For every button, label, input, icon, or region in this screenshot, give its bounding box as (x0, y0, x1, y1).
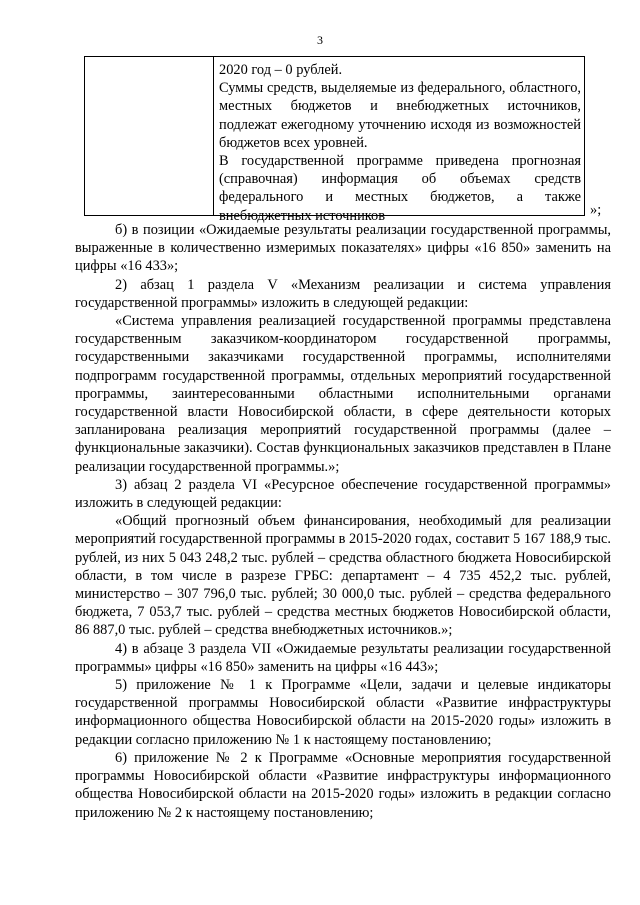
table-column-divider (213, 57, 214, 215)
table-line-2020: 2020 год – 0 рублей. (219, 62, 343, 78)
paragraph-2: 2) абзац 1 раздела V «Механизм реализации и система управления государственной программы» изложить в следующей редакции: (75, 276, 611, 311)
table-closing-quote: »; (590, 202, 602, 218)
page-number: 3 (317, 33, 323, 47)
paragraph-6: 6) приложение № 2 к Программе «Основные мероприятия государственной программы Новосибирской области «Развитие инфраструктуры информационного общества Новосибирской области на 2015-2020 годы» изложить в редакции согласно приложению № 2 к настоящему постановлению; (75, 749, 611, 821)
table-cell-text (219, 61, 581, 225)
paragraph-system-quote: «Система управления реализацией государственной программы представлена государственным заказчиком-координатором государственной программы, государственными заказчиками государственной программы, исполнителями подпрограмм государственной программы, отдельных мероприятий государственной программы, заинтересованными областными исполнительными органами государственной власти Новосибирской области, в сфере деятельности которых запланирована реализация мероприятий государственной программы (далее – функциональные заказчики). Состав функциональных заказчиков представлен в Плане реализации государственной программы.»; (75, 313, 611, 475)
table-line-funds: Суммы средств, выделяемые из федерального, областного, местных бюджетов и внебюджетных источников, подлежат ежегодному уточнению исходя из возможностей бюджетов всех уровней. (219, 80, 581, 151)
passport-table-fragment (84, 56, 585, 224)
paragraph-3: 3) абзац 2 раздела VI «Ресурсное обеспечение государственной программы» изложить в следующей редакции: (75, 476, 611, 512)
paragraph-b: б) в позиции «Ожидаемые результаты реализации государственной программы, выраженные в количественно измеримых показателях» цифры «16 850» заменить на цифры «16 433»; (75, 222, 611, 275)
paragraph-5: 5) приложение № 1 к Программе «Цели, задачи и целевые индикаторы государственной программы Новосибирской области «Развитие инфраструктуры информационного общества Новосибирской области на 2015-2020 годы» изложить в редакции согласно приложению № 1 к настоящему постановлению; (75, 677, 611, 748)
paragraph-funding-quote: «Общий прогнозный объем финансирования, необходимый для реализации мероприятий государственной программы в 2015-2020 годах, составит 5 167 188,9 тыс. рублей, из них 5 043 248,2 тыс. рублей – средства областного бюджета Новосибирской области, в том числе в разрезе ГРБС: департамент – 4 735 452,2 тыс. рублей, министерство – 307 796,0 тыс. рублей; 30 000,0 тыс. рублей – средства федерального бюджета, 7 053,7 тыс. рублей – средства местных бюджетов Новосибирской области, 86 887,0 тыс. рублей – средства внебюджетных источников.»; (75, 513, 611, 639)
paragraph-4: 4) в абзаце 3 раздела VII «Ожидаемые результаты реализации государственной программы» цифры «16 850» заменить на цифры «16 443»; (75, 640, 611, 675)
document-body (75, 221, 611, 822)
table-line-forecast: В государственной программе приведена прогнозная (справочная) информация об объемах средств федерального и местных бюджетов, а также внебюджетных источников (219, 153, 581, 224)
